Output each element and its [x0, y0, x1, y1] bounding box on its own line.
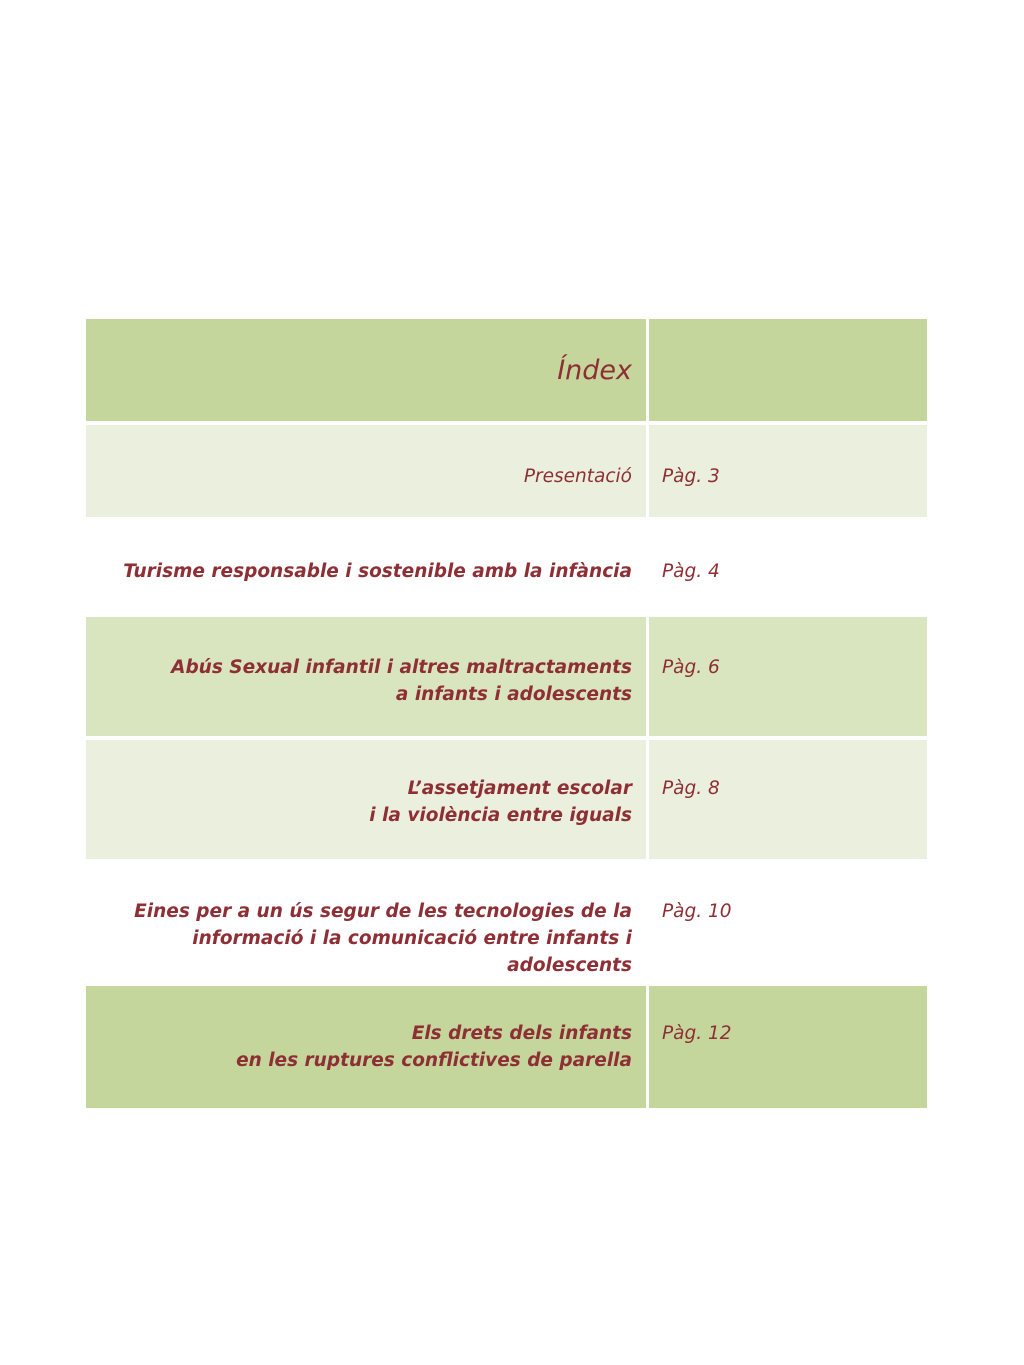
table-of-contents	[86, 319, 927, 1108]
toc-row-assetjament[interactable]	[86, 740, 927, 863]
toc-entry-title-cell	[86, 425, 649, 517]
toc-entry-title-line-1: Els drets dels infants	[411, 1023, 632, 1044]
toc-entry-page-cell	[649, 425, 927, 517]
toc-entry-title-cell	[86, 521, 649, 613]
toc-row-turisme[interactable]	[86, 521, 927, 617]
toc-row-eines-tic[interactable]	[86, 863, 927, 986]
toc-entry-page-cell	[649, 986, 927, 1108]
toc-header-row	[86, 319, 927, 425]
toc-entry-title-cell	[86, 863, 649, 982]
toc-entry-title-line-2: i la violència entre iguals	[369, 805, 632, 826]
toc-entry-page: Pàg. 8	[662, 778, 720, 799]
toc-row-presentacio[interactable]	[86, 425, 927, 521]
toc-entry-page: Pàg. 4	[662, 561, 720, 582]
toc-entry-page-cell	[649, 521, 927, 613]
toc-header-page-cell	[649, 319, 927, 421]
toc-entry-title: Turisme responsable i sostenible amb la infància	[123, 561, 632, 582]
toc-entry-page-cell	[649, 863, 927, 982]
toc-entry-title-line-1: L’assetjament escolar	[407, 778, 632, 799]
toc-entry-page: Pàg. 3	[662, 466, 720, 487]
toc-entry-page: Pàg. 10	[662, 901, 732, 922]
toc-entry-title-cell	[86, 986, 649, 1108]
toc-entry-title-line-2: informació i la comunicació entre infants i adolescents	[192, 928, 632, 976]
toc-heading: Índex	[557, 355, 632, 386]
toc-entry-title: Presentació	[523, 466, 632, 487]
toc-row-abus-sexual[interactable]	[86, 617, 927, 740]
toc-entry-title-line-1: Abús Sexual infantil i altres maltractaments	[171, 657, 632, 678]
toc-header-title-cell	[86, 319, 649, 421]
toc-entry-page-cell	[649, 740, 927, 859]
toc-entry-page-cell	[649, 617, 927, 736]
toc-entry-page: Pàg. 6	[662, 657, 720, 678]
toc-row-drets-infants[interactable]	[86, 986, 927, 1108]
toc-entry-title-line-1: Eines per a un ús segur de les tecnologies de la	[134, 901, 632, 922]
toc-entry-title-line-2: a infants i adolescents	[395, 684, 632, 705]
toc-entry-title-cell	[86, 740, 649, 859]
toc-entry-title-line-2: en les ruptures conflictives de parella	[236, 1050, 632, 1071]
toc-entry-page: Pàg. 12	[662, 1023, 732, 1044]
toc-entry-title-cell	[86, 617, 649, 736]
